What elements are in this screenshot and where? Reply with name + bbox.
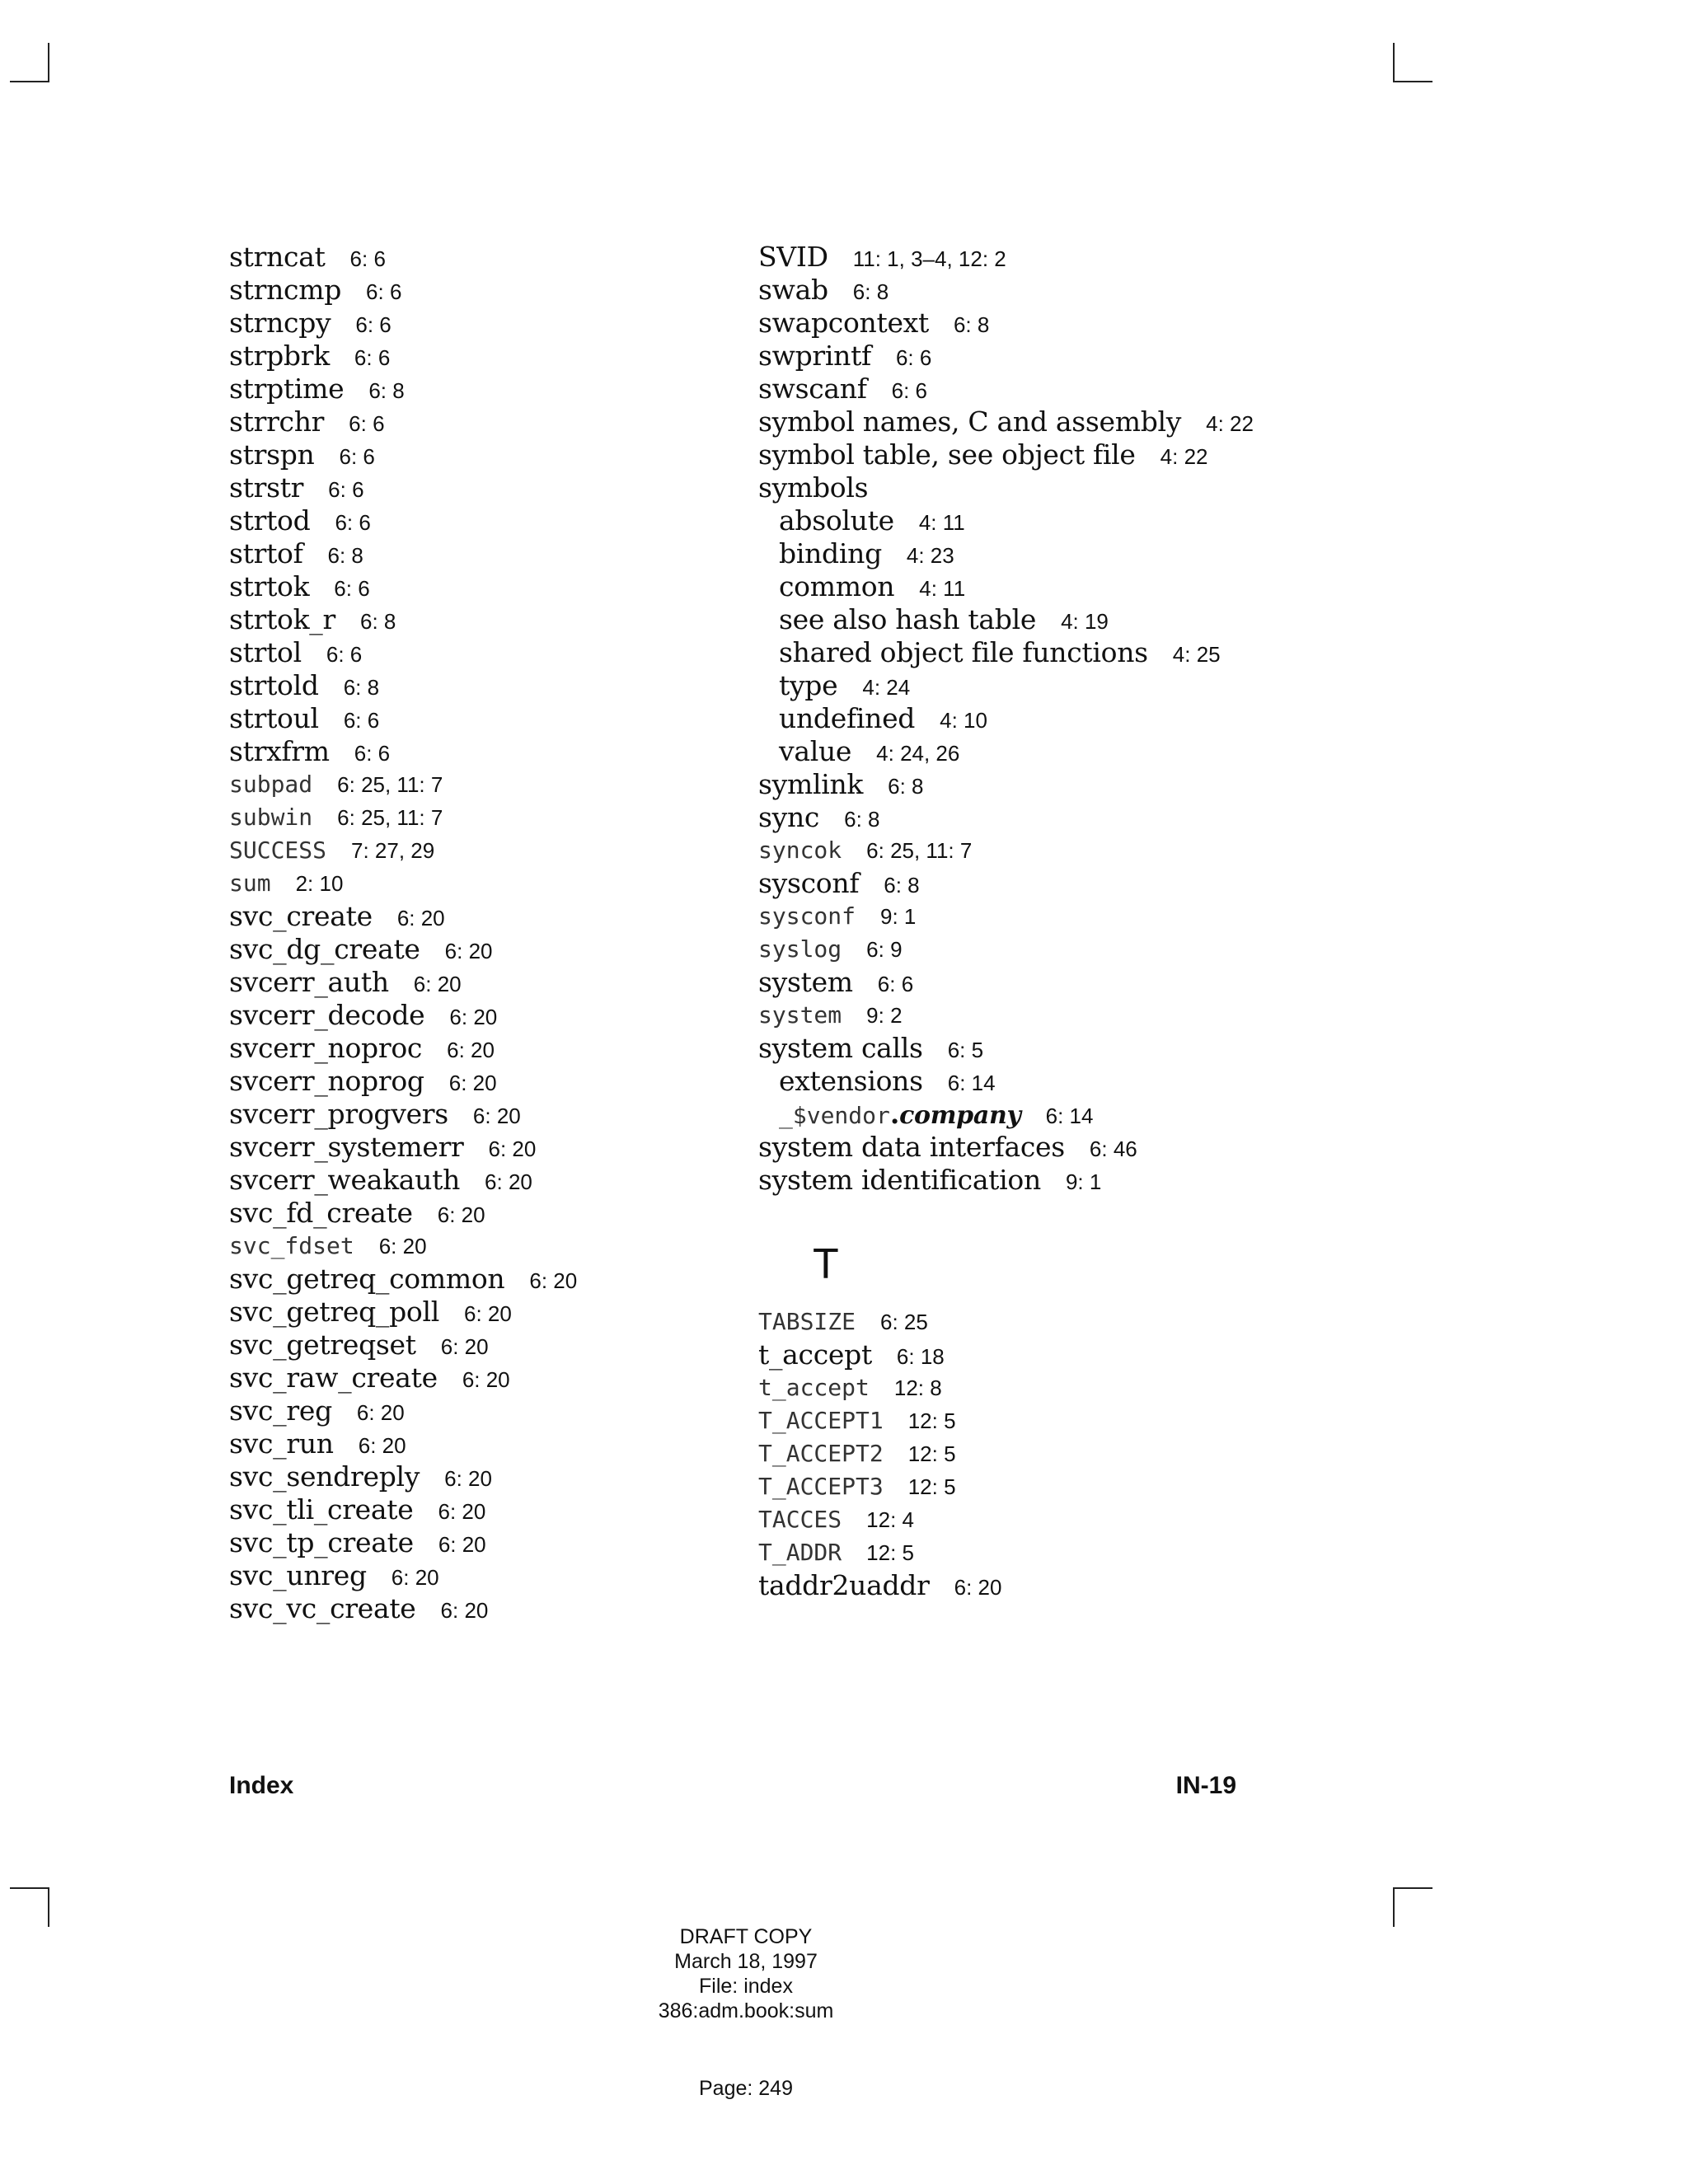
index-entry: subpad 6: 25, 11: 7	[229, 771, 443, 798]
index-entry: t_accept 6: 18	[758, 1338, 945, 1371]
index-entry: SVID 11: 1, 3–4, 12: 2	[758, 241, 1006, 273]
index-entry: strstr 6: 6	[229, 471, 364, 504]
index-entry: svcerr_systemerr 6: 20	[229, 1131, 537, 1163]
index-subentry: type 4: 24	[779, 669, 911, 701]
crop-mark-top-left-h	[10, 81, 49, 82]
index-subentry: absolute 4: 11	[779, 504, 965, 537]
index-subentry: shared object file functions 4: 25	[779, 636, 1221, 668]
vendor-company-italic: company	[899, 1101, 1021, 1130]
index-entry: svc_getreq_poll 6: 20	[229, 1296, 512, 1328]
index-entry: svc_raw_create 6: 20	[229, 1361, 510, 1394]
crop-mark-top-right-h	[1393, 81, 1432, 82]
index-entry: sync 6: 8	[758, 801, 880, 833]
index-entry: strpbrk 6: 6	[229, 340, 391, 372]
index-entry: TACCES 12: 4	[758, 1506, 914, 1533]
index-column-left	[229, 241, 740, 1625]
index-entry: strtoul 6: 6	[229, 702, 380, 734]
draft-line: DRAFT COPY	[679, 1925, 813, 1948]
index-entry: svc_dg_create 6: 20	[229, 933, 493, 965]
index-subentry: extensions 6: 14	[779, 1065, 996, 1097]
index-entry: svc_reg 6: 20	[229, 1394, 405, 1427]
index-entry: subwin 6: 25, 11: 7	[229, 804, 443, 831]
index-column-right	[758, 241, 1352, 1602]
draft-file: File: index	[699, 1975, 793, 1998]
index-entry: sysconf 9: 1	[758, 902, 917, 930]
index-entry: strtod 6: 6	[229, 504, 371, 537]
section-letter-heading: T	[813, 1240, 839, 1288]
index-entry: symlink 6: 8	[758, 768, 924, 800]
index-entry: taddr2uaddr 6: 20	[758, 1569, 1002, 1601]
index-subentry: undefined 4: 10	[779, 702, 987, 734]
index-entry: system calls 6: 5	[758, 1032, 984, 1064]
index-entry: strtold 6: 8	[229, 669, 380, 701]
index-entry: svc_unreg 6: 20	[229, 1559, 439, 1591]
crop-mark-top-left	[48, 43, 49, 82]
index-entry: svcerr_decode 6: 20	[229, 999, 498, 1031]
crop-mark-bottom-right	[1393, 1887, 1395, 1927]
index-entry: TABSIZE 6: 25	[758, 1308, 928, 1335]
index-entry: strspn 6: 6	[229, 438, 375, 471]
index-entry: strxfrm 6: 6	[229, 735, 391, 767]
footer-section-label: Index	[229, 1772, 294, 1799]
crop-mark-bottom-left	[48, 1887, 49, 1927]
index-entry: symbol table, see object file 4: 22	[758, 438, 1208, 471]
index-entry: strtok_r 6: 8	[229, 603, 396, 635]
draft-copy-block	[0, 1924, 1492, 2023]
crop-mark-bottom-left-h	[10, 1887, 49, 1889]
index-entry: T_ACCEPT3 12: 5	[758, 1473, 956, 1500]
index-entry: strtok 6: 6	[229, 570, 370, 602]
index-subentry: _$vendor.company 6: 14	[779, 1098, 1094, 1130]
draft-book: 386:adm.book:sum	[658, 1999, 834, 2022]
crop-mark-top-right	[1393, 43, 1395, 82]
index-entry: svc_tp_create 6: 20	[229, 1526, 486, 1558]
index-entry: svc_fd_create 6: 20	[229, 1197, 485, 1229]
index-entry: svc_getreqset 6: 20	[229, 1329, 489, 1361]
index-entry: T_ACCEPT1 12: 5	[758, 1407, 956, 1434]
index-entry: strrchr 6: 6	[229, 405, 385, 438]
index-entry: strncmp 6: 6	[229, 274, 402, 306]
index-entry: syslog 6: 9	[758, 935, 903, 963]
index-entry: sysconf 6: 8	[758, 867, 920, 899]
index-entry: strptime 6: 8	[229, 373, 405, 405]
index-entry: system 6: 6	[758, 966, 914, 998]
index-subentry: common 4: 11	[779, 570, 966, 602]
index-entry: svcerr_weakauth 6: 20	[229, 1164, 532, 1196]
index-entry: svc_run 6: 20	[229, 1427, 406, 1460]
draft-date: March 18, 1997	[674, 1950, 818, 1973]
index-entry: svcerr_noprog 6: 20	[229, 1065, 497, 1097]
index-subentry: value 4: 24, 26	[779, 735, 960, 767]
index-entry: strtof 6: 8	[229, 537, 363, 569]
index-entry: syncok 6: 25, 11: 7	[758, 837, 973, 864]
index-entry: symbol names, C and assembly 4: 22	[758, 405, 1254, 438]
index-entry: svc_create 6: 20	[229, 900, 445, 932]
index-entry: svc_fdset 6: 20	[229, 1232, 427, 1259]
index-subentry: see also hash table 4: 19	[779, 603, 1109, 635]
index-entry: swapcontext 6: 8	[758, 307, 990, 339]
crop-mark-bottom-right-h	[1393, 1887, 1432, 1889]
index-entry: strncat 6: 6	[229, 241, 386, 273]
index-entry: svc_vc_create 6: 20	[229, 1592, 489, 1624]
index-entry: swab 6: 8	[758, 274, 889, 306]
index-entry: strncpy 6: 6	[229, 307, 392, 339]
index-entry: symbols	[758, 471, 869, 504]
draft-page-number: Page: 249	[699, 2077, 793, 2100]
index-entry: system identification 9: 1	[758, 1164, 1102, 1196]
footer-page-number: IN-19	[1175, 1772, 1236, 1799]
index-entry: svc_getreq_common 6: 20	[229, 1263, 578, 1295]
index-entry: SUCCESS 7: 27, 29	[229, 837, 435, 864]
index-entry: T_ADDR 12: 5	[758, 1539, 914, 1566]
index-entry: strtol 6: 6	[229, 636, 363, 668]
index-entry: swprintf 6: 6	[758, 340, 932, 372]
index-entry: t_accept 12: 8	[758, 1374, 942, 1401]
index-entry: system data interfaces 6: 46	[758, 1131, 1137, 1163]
index-entry: svcerr_progvers 6: 20	[229, 1098, 521, 1130]
index-entry: svcerr_auth 6: 20	[229, 966, 462, 998]
index-subentry: binding 4: 23	[779, 537, 954, 569]
index-entry: svc_sendreply 6: 20	[229, 1460, 492, 1493]
index-entry: T_ACCEPT2 12: 5	[758, 1440, 956, 1467]
index-entry: svc_tli_create 6: 20	[229, 1493, 486, 1526]
index-entry: sum 2: 10	[229, 869, 344, 897]
index-entry: swscanf 6: 6	[758, 373, 928, 405]
index-entry: svcerr_noproc 6: 20	[229, 1032, 495, 1064]
index-entry: system 9: 2	[758, 1001, 903, 1029]
